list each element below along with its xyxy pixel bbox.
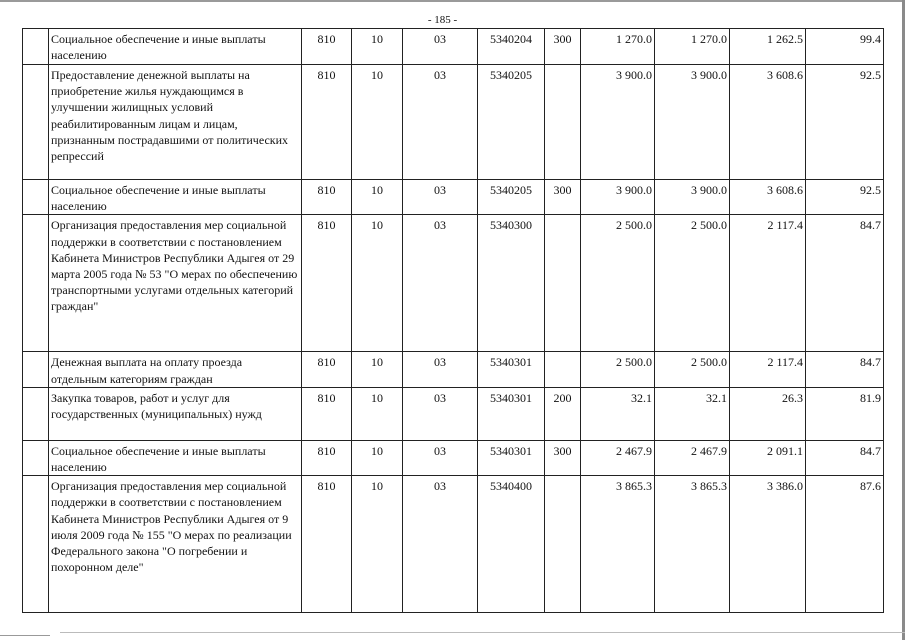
table-row xyxy=(23,440,884,475)
subsection-code: 03 xyxy=(403,65,478,180)
refined-amount: 3 900.0 xyxy=(655,180,730,215)
expense-name: Закупка товаров, работ и услуг для государственных (муниципальных) нужд xyxy=(49,387,302,440)
subsection-code: 03 xyxy=(403,29,478,65)
executed-amount: 2 091.1 xyxy=(730,440,806,475)
execution-percent: 99.4 xyxy=(806,29,884,65)
execution-percent: 84.7 xyxy=(806,440,884,475)
target-article-code: 5340205 xyxy=(478,180,545,215)
scan-bottom-edge-left xyxy=(0,635,50,636)
executed-amount: 1 262.5 xyxy=(730,29,806,65)
row-number-cell xyxy=(23,29,49,65)
section-code: 10 xyxy=(352,440,403,475)
executed-amount: 3 608.6 xyxy=(730,65,806,180)
executed-amount: 3 608.6 xyxy=(730,180,806,215)
target-article-code: 5340400 xyxy=(478,476,545,613)
approved-amount: 1 270.0 xyxy=(581,29,655,65)
refined-amount: 2 467.9 xyxy=(655,440,730,475)
expense-type-code: 300 xyxy=(545,29,581,65)
execution-percent: 87.6 xyxy=(806,476,884,613)
row-number-cell xyxy=(23,215,49,352)
refined-amount: 2 500.0 xyxy=(655,215,730,352)
approved-amount: 2 500.0 xyxy=(581,352,655,387)
table-row xyxy=(23,215,884,352)
ministry-code: 810 xyxy=(302,476,352,613)
refined-amount: 2 500.0 xyxy=(655,352,730,387)
subsection-code: 03 xyxy=(403,215,478,352)
subsection-code: 03 xyxy=(403,352,478,387)
expense-name: Организация предоставления мер социальной поддержки в соответствии с постановлением Кабинета Министров Республики Адыгея от 29 марта 2005 года № 53 "О мерах по обеспечению транспортными услугами отдельных категорий граждан" xyxy=(49,215,302,352)
section-code: 10 xyxy=(352,65,403,180)
target-article-code: 5340301 xyxy=(478,387,545,440)
section-code: 10 xyxy=(352,180,403,215)
row-number-cell xyxy=(23,65,49,180)
row-number-cell xyxy=(23,387,49,440)
ministry-code: 810 xyxy=(302,352,352,387)
section-code: 10 xyxy=(352,476,403,613)
execution-percent: 92.5 xyxy=(806,180,884,215)
table-row xyxy=(23,387,884,440)
executed-amount: 26.3 xyxy=(730,387,806,440)
approved-amount: 32.1 xyxy=(581,387,655,440)
refined-amount: 3 865.3 xyxy=(655,476,730,613)
refined-amount: 1 270.0 xyxy=(655,29,730,65)
execution-percent: 92.5 xyxy=(806,65,884,180)
executed-amount: 2 117.4 xyxy=(730,215,806,352)
subsection-code: 03 xyxy=(403,476,478,613)
ministry-code: 810 xyxy=(302,65,352,180)
ministry-code: 810 xyxy=(302,215,352,352)
approved-amount: 3 900.0 xyxy=(581,65,655,180)
target-article-code: 5340301 xyxy=(478,352,545,387)
section-code: 10 xyxy=(352,387,403,440)
expense-type-code xyxy=(545,476,581,613)
target-article-code: 5340301 xyxy=(478,440,545,475)
table-row xyxy=(23,352,884,387)
expense-type-code xyxy=(545,352,581,387)
subsection-code: 03 xyxy=(403,180,478,215)
execution-percent: 81.9 xyxy=(806,387,884,440)
table-row xyxy=(23,29,884,65)
ministry-code: 810 xyxy=(302,180,352,215)
table-row xyxy=(23,180,884,215)
expense-type-code: 300 xyxy=(545,180,581,215)
executed-amount: 3 386.0 xyxy=(730,476,806,613)
expense-name: Организация предоставления мер социальной поддержки в соответствии с постановлением Кабинета Министров Республики Адыгея от 9 июля 2009 года № 155 "О мерах по реализации Федерального закона "О погребении и похоронном деле" xyxy=(49,476,302,613)
expense-name: Предоставление денежной выплаты на приобретение жилья нуждающимся в улучшении жилищных условий реабилитированным лицам и лицам, признанным пострадавшими от политических репрессий xyxy=(49,65,302,180)
section-code: 10 xyxy=(352,215,403,352)
section-code: 10 xyxy=(352,29,403,65)
refined-amount: 32.1 xyxy=(655,387,730,440)
execution-percent: 84.7 xyxy=(806,352,884,387)
execution-percent: 84.7 xyxy=(806,215,884,352)
table-row xyxy=(23,476,884,613)
expense-type-code xyxy=(545,215,581,352)
refined-amount: 3 900.0 xyxy=(655,65,730,180)
approved-amount: 3 865.3 xyxy=(581,476,655,613)
approved-amount: 3 900.0 xyxy=(581,180,655,215)
target-article-code: 5340300 xyxy=(478,215,545,352)
scan-bottom-edge xyxy=(60,632,905,633)
table-row xyxy=(23,65,884,180)
budget-table xyxy=(22,28,884,613)
scan-top-edge xyxy=(0,0,905,2)
expense-name: Социальное обеспечение и иные выплаты населению xyxy=(49,440,302,475)
row-number-cell xyxy=(23,440,49,475)
executed-amount: 2 117.4 xyxy=(730,352,806,387)
expense-type-code: 200 xyxy=(545,387,581,440)
expense-name: Денежная выплата на оплату проезда отдельным категориям граждан xyxy=(49,352,302,387)
target-article-code: 5340204 xyxy=(478,29,545,65)
subsection-code: 03 xyxy=(403,387,478,440)
expense-type-code: 300 xyxy=(545,440,581,475)
row-number-cell xyxy=(23,180,49,215)
ministry-code: 810 xyxy=(302,387,352,440)
expense-type-code xyxy=(545,65,581,180)
section-code: 10 xyxy=(352,352,403,387)
expense-name: Социальное обеспечение и иные выплаты населению xyxy=(49,29,302,65)
row-number-cell xyxy=(23,352,49,387)
expense-name: Социальное обеспечение и иные выплаты населению xyxy=(49,180,302,215)
approved-amount: 2 500.0 xyxy=(581,215,655,352)
target-article-code: 5340205 xyxy=(478,65,545,180)
approved-amount: 2 467.9 xyxy=(581,440,655,475)
ministry-code: 810 xyxy=(302,440,352,475)
page-number: - 185 - xyxy=(427,14,458,26)
row-number-cell xyxy=(23,476,49,613)
ministry-code: 810 xyxy=(302,29,352,65)
subsection-code: 03 xyxy=(403,440,478,475)
